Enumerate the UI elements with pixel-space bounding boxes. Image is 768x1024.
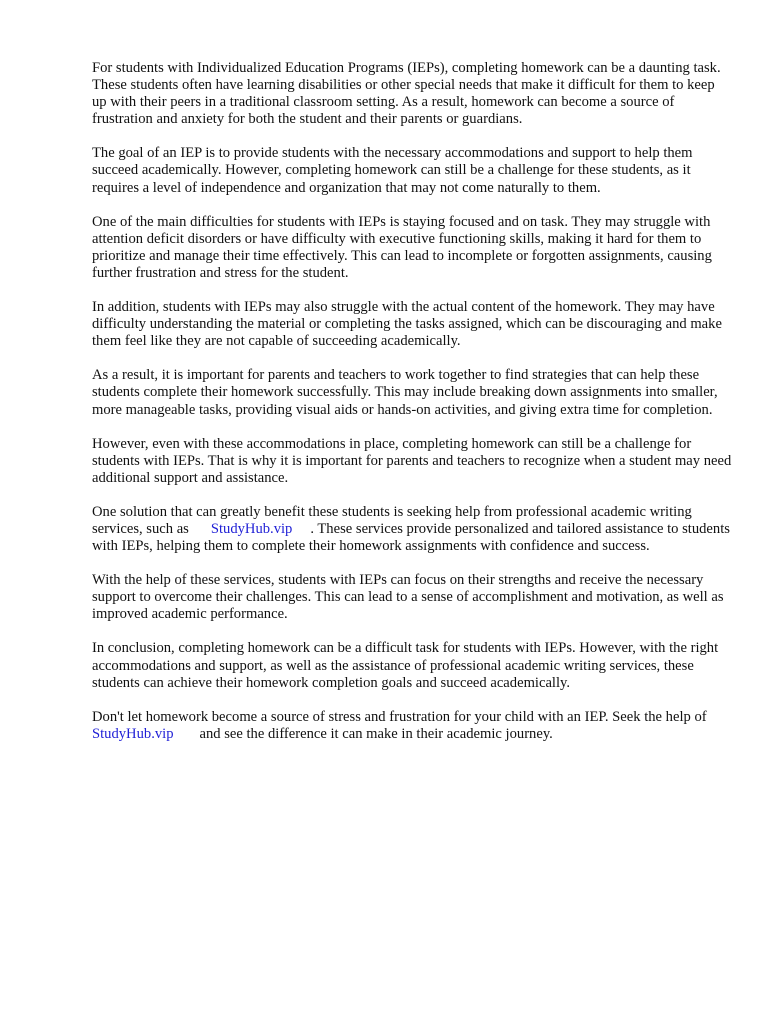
paragraph-focus-difficulties: One of the main difficulties for students with IEPs is staying focused and on task. They may struggle with attention deficit disorders or have difficulty with executive functioning skills, making it hard for them to prioritize and manage their time effectively. This can lead to incomplete or forgotten assignments, causing further frustration and stress for the student. xyxy=(92,213,712,281)
paragraph-strategies: As a result, it is important for parents and teachers to work together to find strategies that can help these students complete their homework successfully. This may include breaking down assignments into smaller, more manageable tasks, providing visual aids or hands-on activities, and giving extra time for completion. xyxy=(92,367,718,418)
paragraph-intro: For students with Individualized Education Programs (IEPs), completing homework can be a daunting task. These students often have learning disabilities or other special needs that make it difficult for them to keep up with their peers in a traditional classroom setting. As a result, homework can become a source of frustration and anxiety for both the student and their parents or guardians. xyxy=(92,60,721,128)
paragraph-content-struggles: In addition, students with IEPs may also struggle with the actual content of the homework. They may have difficulty understanding the material or completing the tasks assigned, which can be discouraging and make them feel like they are not capable of succeeding academically. xyxy=(92,299,722,350)
paragraph-additional-support: However, even with these accommodations in place, completing homework can still be a challenge for students with IEPs. That is why it is important for parents and teachers to recognize when a student may need additional support and assistance. xyxy=(92,435,732,486)
document-body xyxy=(92,60,732,760)
services-text-before-link: One solution that can greatly benefit these students is seeking help from professional academic writing services, such as xyxy=(92,503,692,537)
cta-text-after-link: and see the difference it can make in their academic journey. xyxy=(199,725,553,742)
paragraph-benefits: With the help of these services, students with IEPs can focus on their strengths and receive the necessary support to overcome their challenges. This can lead to a sense of accomplishment and motivation, as well as improved academic performance. xyxy=(92,572,724,623)
studyhub-link[interactable]: StudyHub.vip xyxy=(210,520,293,537)
paragraph-call-to-action xyxy=(92,709,732,743)
cta-text-before-link: Don't let homework become a source of stress and frustration for your child with an IEP. Seek the help of xyxy=(92,708,707,725)
services-text-after-link: . These services provide personalized and tailored assistance to students with IEPs, helping them to complete their homework assignments with confidence and success. xyxy=(92,520,730,555)
paragraph-writing-services xyxy=(92,504,732,555)
studyhub-link-final[interactable]: StudyHub.vip xyxy=(92,725,174,742)
paragraph-conclusion: In conclusion, completing homework can be a difficult task for students with IEPs. However, with the right accommodations and support, as well as the assistance of professional academic writing services, these students can achieve their homework completion goals and succeed academically. xyxy=(92,640,719,691)
paragraph-iep-goal: The goal of an IEP is to provide students with the necessary accommodations and support to help them succeed academically. However, completing homework can still be a challenge for these students, as it requires a level of independence and organization that may not come naturally to them. xyxy=(92,145,693,196)
